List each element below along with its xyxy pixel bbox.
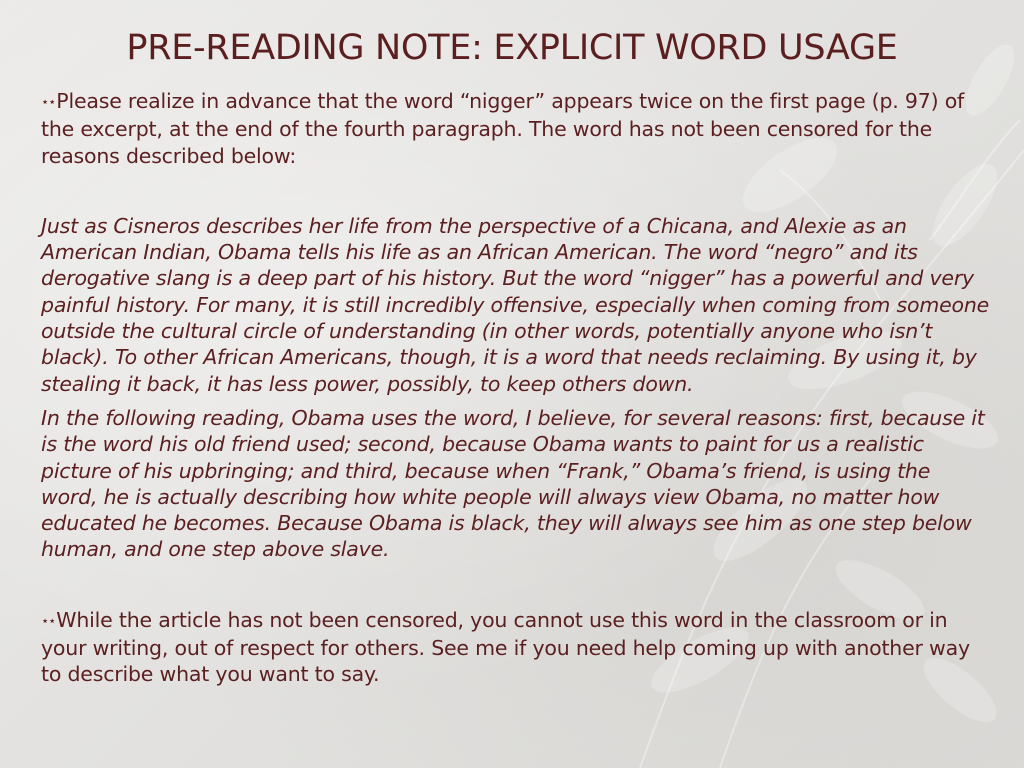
reasons-paragraph: In the following reading, Obama uses the word, I believe, for several reasons: first, because it is the word his old friend used; second, because Obama wants to paint for us a realistic picture of his upbringing; and third, because when “Frank,” Obama’s friend, is using the word, he is actually describing how white people will always view Obama, no matter how educated he becomes. Because Obama is black, they will always see him as one step below human, and one step above slave. bbox=[41, 405, 985, 562]
closing-text: While the article has not been censored, you cannot use this word in the classroom or in your writing, out of respect for others. See me if you need help coming up with another way to describe what you want to say. bbox=[41, 607, 970, 687]
intro-paragraph bbox=[41, 88, 991, 169]
intro-text: Please realize in advance that the word “nigger” appears twice on the first page (p. 97) of the excerpt, at the end of the fourth paragraph. The word has not been censored for the reasons described below: bbox=[41, 89, 965, 168]
slide-title: PRE-READING NOTE: EXPLICIT WORD USAGE bbox=[126, 28, 898, 68]
context-paragraph: Just as Cisneros describes her life from the perspective of a Chicana, and Alexie as an American Indian, Obama tells his life as an African American. The word “negro” and its derogative slang is a deep part of his history. But the word “nigger” has a powerful and very painful history. For many, it is still incredibly offensive, especially when coming from someone outside the cultural circle of understanding (in other words, potentially anyone who isn’t black). To other African Americans, though, it is a word that needs reclaiming. By using it, by stealing it back, it has less power, possibly, to keep others down. bbox=[41, 213, 990, 396]
star-bullet-icon: ⋆⋆ bbox=[41, 95, 56, 110]
star-bullet-icon: ⋆⋆ bbox=[41, 613, 56, 629]
closing-paragraph bbox=[41, 607, 991, 688]
slide-body bbox=[41, 88, 991, 688]
